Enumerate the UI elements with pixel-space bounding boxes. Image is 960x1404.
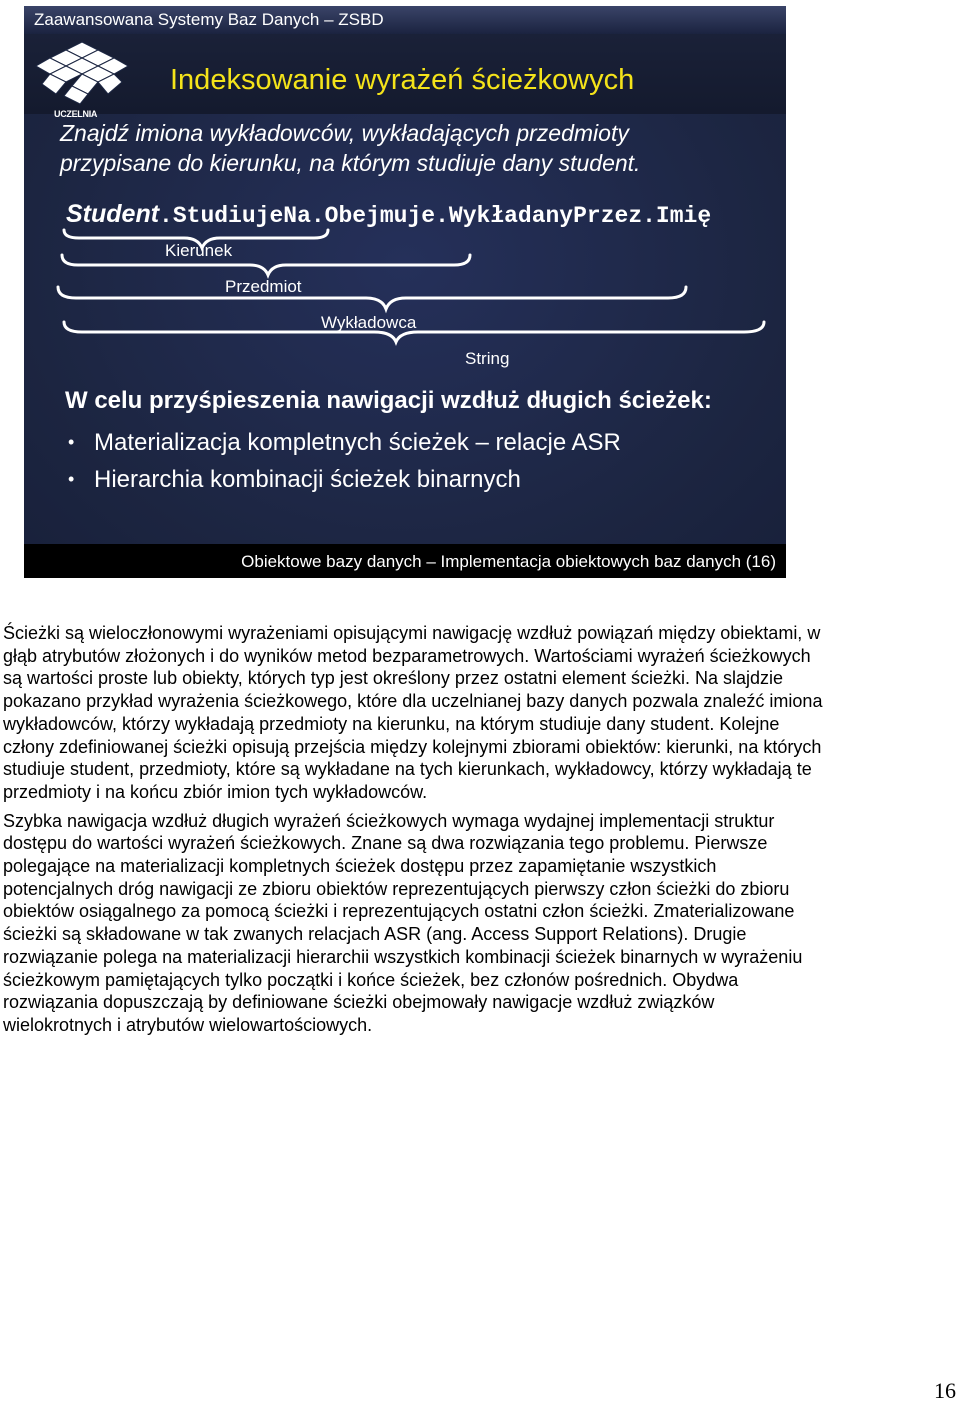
- footer-text: Obiektowe bazy danych – Implementacja obiektowych baz danych (16): [241, 552, 776, 571]
- section-heading: W celu przyśpieszenia nawigacji wzdłuż długich ścieżek:: [65, 387, 712, 414]
- bullet-icon: •: [68, 432, 75, 452]
- bullet-item: [66, 424, 621, 461]
- bullet-text: Hierarchia kombinacji ścieżek binarnych: [94, 466, 521, 493]
- path-root: Student: [66, 200, 160, 228]
- bullet-item: [66, 461, 621, 498]
- brace-przedmiot: [62, 255, 470, 275]
- brace-label-przedmiot: Przedmiot: [225, 277, 302, 296]
- page-number: 16: [934, 1378, 956, 1403]
- bullet-icon: •: [68, 469, 75, 489]
- brace-wykladowca: [58, 287, 686, 309]
- slide: [24, 6, 786, 578]
- brace-label-kierunek: Kierunek: [165, 241, 233, 260]
- course-title: Zaawansowana Systemy Baz Danych – ZSBD: [34, 10, 384, 29]
- notes-paragraph: Ścieżki są wieloczłonowymi wyrażeniami opisującymi nawigację wzdłuż powiązań między obiektami, w głąb atrybutów złożonych i do wyników metod bezparametrowych. Wartościami wyrażeń ścieżkowych są wartości proste lub obiekty, których typ jest określony przez ostatni element ścieżki. Na slajdzie pokazano przykład wyrażenia ścieżkowego, które dla uczelnianej bazy danych pozwala znaleźć imiona wykładowców, którzy wykładają przedmioty na kierunku, na którym studiuje dany student. Kolejne człony zdefiniowanej ścieżki opisują przejścia między kolejnymi zbiorami obiektów: kierunki, na których studiuje student, przedmioty, które są wykładane na tych kierunkach, wykładowcy, którzy wykładają te przedmioty i na końcu zbiór imion tych wykładowców.: [3, 623, 823, 802]
- brace-label-string: String: [465, 349, 510, 368]
- brace-label-wykladowca: Wykładowca: [321, 313, 417, 332]
- question-line: Znajdź imiona wykładowców, wykładających przedmioty: [60, 120, 629, 146]
- bullet-text: Materializacja kompletnych ścieżek – relacje ASR: [94, 429, 621, 456]
- lecture-notes: [3, 622, 823, 1043]
- slide-title: Indeksowanie wyrażeń ścieżkowych: [170, 64, 635, 96]
- bullet-list: [66, 424, 621, 498]
- question-line: przypisane do kierunku, na którym studiuje dany student.: [60, 150, 641, 176]
- logo-text: UCZELNIA: [54, 109, 98, 119]
- notes-paragraph: Szybka nawigacja wzdłuż długich wyrażeń ścieżkowych wymaga wydajnej implementacji struktur dostępu do wartości wyrażeń ścieżkowych. Znane są dwa rozwiązania tego problemu. Pierwsze polegające na materializacji kompletnych ścieżek dostępu przez zapamiętanie wszystkich potencjalnych dróg nawigacji ze zbioru obiektów reprezentujących pierwszy człon ścieżki do zbioru obiektów osiągalnego za pomocą ścieżki i reprezentujących ostatni człon ścieżki. Zmaterializowane ścieżki są składowane w tak zwanych relacjach ASR (ang. Access Support Relations). Drugie rozwiązanie polega na materializacji hierarchii wszystkich kombinacji ścieżek binarnych w wyrażeniu ścieżkowym pamiętających tylko początki i końce ścieżek, bez członów pośrednich. Obydwa rozwiązania dopuszczają by definiowane ścieżki obejmowały nawigacje wzdłuż związków wielokrotnych i atrybutów wielowartościowych.: [3, 810, 803, 1035]
- path-segments: .StudiujeNa.Obejmuje.WykładanyPrzez.Imię: [159, 203, 712, 229]
- slide-footer: [24, 544, 786, 578]
